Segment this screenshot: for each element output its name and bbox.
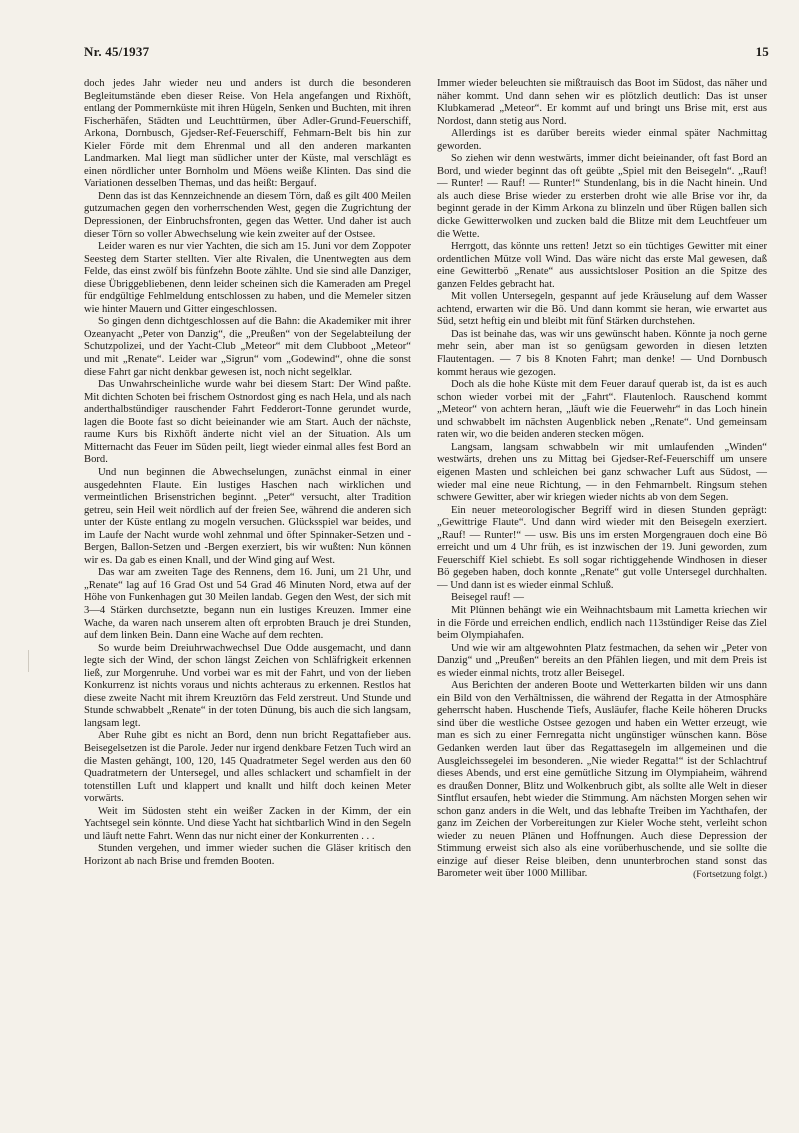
paragraph: Mit vollen Untersegeln, gespannt auf jede Kräuselung auf dem Wasser achtend, erwarten wir die Bö. Und dann kommt sie heran, wie erwartet aus Süd, setzt heftig ein und bleibt mit fünf Stärken durchstehen. xyxy=(437,291,767,328)
paragraph: doch jedes Jahr wieder neu und anders ist durch die besonderen Begleitumstände eben dieser Reise. Von Hela angefangen und Rixhöft, entlang der Pommernküste mit ihren Hügeln, Senken und Buchten, mit ihren Fischerhäfen, Städten und Leuchttürmen, über Adler-Grund-Feuerschiff, Arkona, Dornbusch, Gjedser-Ref-Feuerschiff, Fehmarn-Belt bis hin zur Kieler Förde mit dem Ehrenmal und all den anderen markanten Landmarken. Mal liegt man südlicher unter der Küste, mal verschlägt es einen nördlicher unter Bornholm und Möens weiße Klinten. Das sind die Variationen desselben Themas, und das heißt: Bergauf. xyxy=(84,78,411,190)
page-header xyxy=(84,44,769,64)
paragraph: Und nun beginnen die Abwechselungen, zunächst einmal in einer ausgedehnten Flaute. Ein lustiges Haschen nach wirklichen und vermeintlichen Brisenstrichen beginnt. „Peter“ versucht, alter Tradition getreu, sein Heil weit nördlich auf der freien See, während die anderen sich unter der Küste entlang zu mogeln versuchen. Glücksspiel war beides, und im Laufe der Nacht wurde wohl zehnmal und öfter Spinnaker-Setzen und -Bergen, Ballon-Setzen und -Bergen exerziert, bis wir wußten: Nun können wir es. Da gab es einen Knall, und der Wind ging auf West. xyxy=(84,466,411,566)
continuation-note: (Fortsetzung folgt.) xyxy=(693,870,767,880)
paragraph: Immer wieder beleuchten sie mißtrauisch das Boot im Südost, das näher und näher kommt. Und dann sehen wir es plötzlich deutlich: Das ist unser Klubkamerad „Meteor“. Er kommt auf und bringt uns Brise mit, erst aus Nordost, dann stetig aus Nord. xyxy=(437,78,767,127)
paragraph: Stunden vergehen, und immer wieder suchen die Gläser kritisch den Horizont ab nach Brise und fremden Booten. xyxy=(84,843,411,867)
paragraph: So ziehen wir denn westwärts, immer dicht beieinander, oft fast Bord an Bord, und wieder beginnt das oft geübte „Spiel mit den Beisegeln“. „Rauf! — Runter! — Rauf! — Runter!“ Stundenlang, bis in die Nacht hinein. Und als auch diese Brise wieder zu ersterben droht wie alle Brise vor ihr, da beginnt gerade in der Kimm Arkona zu blinzeln und über Rügen ballen sich dicke Gewitterwolken und zucken bald die Blitze mit dem Leuchtfeuer um die Wette. xyxy=(437,153,767,240)
page-fold-mark xyxy=(28,650,34,672)
issue-number: Nr. 45/1937 xyxy=(84,44,150,59)
right-column xyxy=(437,78,767,882)
left-column xyxy=(84,78,411,868)
paragraph: Das ist beinahe das, was wir uns gewünscht haben. Könnte ja noch gerne mehr sein, aber man ist so genügsam geworden in diesen letzten Flautentagen. — 7 bis 8 Knoten Fahrt; man denke! — Und Dornbusch kommt heraus wie gezogen. xyxy=(437,328,767,378)
paragraph: Mit Plünnen behängt wie ein Weihnachtsbaum mit Lametta kriechen wir in die Förde und erreichen endlich, endlich nach 113stündiger Reise das Ziel beim Olympiahafen. xyxy=(437,604,767,642)
paragraph: Und wie wir am altgewohnten Platz festmachen, da sehen wir „Peter von Danzig“ und „Preußen“ bereits an den Pfählen liegen, und mit dem Preis ist es wieder einmal nichts, trotz aller Beisegel. xyxy=(437,642,767,679)
paragraph: Beisegel rauf! — xyxy=(451,592,524,604)
paragraph: Doch als die hohe Küste mit dem Feuer darauf querab ist, da ist es auch schon wieder vorbei mit der „Fahrt“. Flautenloch. Rauschend kommt „Meteor“ von achtern heran, „läuft wie die Feuerwehr“ in das Loch hinein und schwabbelt im nächsten Augenblick neben „Renate“. Und gemeinsam raten wir, wo die beiden anderen stecken mögen. xyxy=(437,379,767,441)
page-number: 15 xyxy=(755,44,769,59)
paragraph: Herrgott, das könnte uns retten! Jetzt so ein tüchtiges Gewitter mit einer ordentlichen Mütze voll Wind. Das wäre nicht das erste Mal gewesen, daß eine Gewitterbö „Renate“ aus aussichtsloser Position an die Spitze des ganzen Feldes gebracht hat. xyxy=(437,241,767,290)
paragraph: Denn das ist das Kennzeichnende an diesem Törn, daß es gilt 400 Meilen gutzumachen gegen den vorherrschenden West, gegen die Zugrichtung der Depressionen, der Einbruchsfronten, gegen das Wetter. Und daher ist auch dieser Törn so voller Abwechselung wie kein zweiter auf der Ostsee. xyxy=(84,190,411,240)
paragraph: Das war am zweiten Tage des Rennens, dem 16. Juni, um 21 Uhr, und „Renate“ lag auf 16 Grad Ost und 54 Grad 46 Minuten Nord, etwa auf der Höhe von Funkenhagen gut 30 Meilen landab. Gegen den West, der sich mit 3—4 Stärken durchsetzte, begann nun ein lustiges Kreuzen. Immer eine Wache, da waren nach unserem alten oft erprobten Brauch je drei Stunden, auf dem linken Bein. Dann eine Wache auf dem rechten. xyxy=(84,567,411,642)
paragraph: Aber Ruhe gibt es nicht an Bord, denn nun bricht Regattafieber aus. Beisegelsetzen ist die Parole. Jeder nur irgend denkbare Fetzen Tuch wird an die Masten gehängt, 100, 120, 145 Quadratmeter Segel werden aus den 60 Quadratmetern der Untersegel, und alles schlackert und schamfielt in der totenstillen Luft und klappert und knallt und hilft doch keinen Meter vorwärts. xyxy=(84,730,411,805)
paragraph: Weit im Südosten steht ein weißer Zacken in der Kimm, der ein Yachtsegel sein könnte. Und diese Yacht hat sichtbarlich Wind in den Segeln und läuft nette Fahrt. Wenn das nur nicht einer der Konkurrenten . . . xyxy=(84,805,411,842)
paragraph: Ein neuer meteorologischer Begriff wird in diesen Stunden geprägt: „Gewittrige Flaute“. Und dann wird wieder mit den Beisegeln exerziert. „Rauf! — Runter!“ — usw. Bis uns im ersten Morgengrauen doch eine Bö erreicht und um 4 Uhr früh, es ist inzwischen der 19. Juni geworden, zum Feuerschiff Kiel schiebt. Es soll sogar richtiggehende Windhosen in dieser Bö gegeben haben, doch konnte „Renate“ gut volle Untersegel durchhalten. — Und dann ist es wieder einmal Schluß. xyxy=(437,504,767,591)
paragraph: Aus Berichten der anderen Boote und Wetterkarten bilden wir uns dann ein Bild von den Verhältnissen, die während der Regatta in der Atmosphäre geherrscht haben. Huschende Tiefs, Ausläufer, flache Keile höheren Drucks sind über die westliche Ostsee gezogen und haben ein Wetter erzeugt, wie man es sich zu einer Fernregatta nicht ungünstiger wünschen kann. Böse Gedanken werden laut über das Regattasegeln im allgemeinen und die Ausgleichssegelei im besonderen. „Nie wieder Regatta!“ ist der Schlachtruf dieses Abends, und erst eine gemütliche Sitzung im Olympiaheim, während es draußen Donner, Blitz und Wolkenbruch gibt, als sollte alle Welt in dieser Sintflut ersaufen, hebt wieder die Stimmung. Am nächsten Morgen sehen wir schon ganz anders in die Welt, und das lebhafte Treiben im Yachthafen, der ganz im Zeichen der Vorbereitungen zur Kieler Woche steht, verleiht schon wieder zu neuen Plänen und Hoffnungen. Auch diese Depression der Stimmung erweist sich also als eine vorüberhuschende, und sie sollte die einzige auf dieser Reise bleiben, denn ununterbrochen stand sonst das Barometer weit über 1000 Millibar. xyxy=(437,680,767,880)
paragraph: So wurde beim Dreiuhrwachwechsel Due Odde ausgemacht, und dann legte sich der Wind, der schon längst Zeichen von Schläfrigkeit erkennen ließ, zur Morgenruhe. Und vorbei war es mit der Fahrt, und von der lieben Konkurrenz ist nichts voraus und nichts achteraus zu erkennen. Restlos hat diese zweite Nacht mit ihrem Kreuztörn das Feld zerstreut. Und Stunde und Stunde schwabbelt „Renate“ in der toten Dünung, bis auch die sich langsam, langsam legt. xyxy=(84,642,411,729)
paragraph: Leider waren es nur vier Yachten, die sich am 15. Juni vor dem Zoppoter Seesteg dem Starter stellten. Vier alte Rivalen, die Unentwegten aus dem Felde, das einst zwölf bis fünfzehn Boote zählte. Und sie sind alle Danziger, diese Übriggebliebenen, denn leider scheinen sich die Kameraden am Pregel für endgültige Fehlmeldung entschlossen zu haben, und die Memeler sitzen wie hinter Mauern und Gitter eingeschlossen. xyxy=(84,241,411,315)
paragraph: Das Unwahrscheinliche wurde wahr bei diesem Start: Der Wind paßte. Mit dichten Schoten bei frischem Ostnordost ging es nach Hela, und als nach anderthalbstündiger rauschender Fahrt Fedderort-Tonne gerundet wurde, lagen die Boote fast so dicht beieinander wie am Start. Auch der nächste, raume Kurs bis Rixhöft änderte nicht viel an der Situation. Als um Mitternacht das Feuer im Süden peilt, liegt wieder einmal alles fest Bord an Bord. xyxy=(84,379,411,466)
paragraph: Langsam, langsam schwabbeln wir mit umlaufenden „Winden“ westwärts, drehen uns zu Mittag bei Gjedser-Ref-Feuerschiff um unsere eigenen Masten und schleichen bei ganz schwacher Luft aus Südost, — wieder mal eine neue Richtung, — in den Fehmarnbelt. Ringsum stehen schwere Gewitter, aber wir kriegen wieder nichts ab von dem Segen. xyxy=(437,441,767,504)
paragraph: Allerdings ist es darüber bereits wieder einmal später Nachmittag geworden. xyxy=(437,128,767,152)
paragraph: So gingen denn dichtgeschlossen auf die Bahn: die Akademiker mit ihrer Ozeanyacht „Peter von Danzig“, die „Preußen“ von der Segelabteilung der Schutzpolizei, und der Yacht-Club „Meteor“ mit dem Clubboot „Meteor“ und mit „Renate“. Leider war „Sigrun“ vom „Godewind“, ohne die sonst diese Fahrt gar nicht denkbar gewesen ist, noch nicht segelklar. xyxy=(84,316,411,378)
